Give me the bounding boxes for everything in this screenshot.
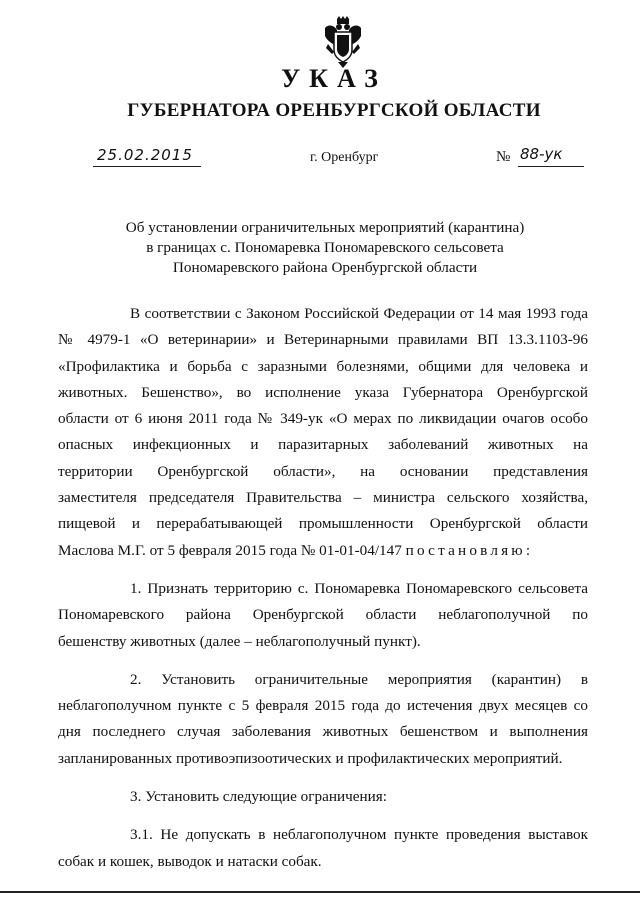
text-line: дня последнего случая заболевания животных бешенством и выполнения [58, 723, 588, 741]
document-subject [60, 218, 590, 278]
number-label: № [496, 149, 511, 165]
text-line: животных. Бешенство», во исполнение указа Губернатора Оренбургской [58, 383, 588, 401]
item-2-paragraph [58, 667, 588, 772]
text-line: пищевой и перерабатывающей промышленности Оренбургской области [58, 515, 588, 533]
document-number: 88-ук [520, 145, 563, 163]
text-line: 3. Установить следующие ограничения: [130, 788, 387, 806]
document-subtitle: ГУБЕРНАТОРА ОРЕНБУРГСКОЙ ОБЛАСТИ [127, 100, 541, 121]
date-underline [93, 166, 201, 167]
text-line: бешенству животных (далее – неблагополучный пункт). [58, 632, 421, 650]
text-line: Пономаревского района Оренбургской области неблагополучной по [58, 606, 588, 624]
text-line: опасных инфекционных и паразитарных заболеваний животных на [58, 436, 588, 454]
item-1-paragraph [58, 576, 588, 655]
text-line: № 4979-1 «О ветеринарии» и Ветеринарными правилами ВП 13.3.1103-96 [58, 331, 588, 349]
coat-of-arms-icon [322, 16, 364, 68]
text-line: заместителя председателя Правительства – министра сельского хозяйства, [58, 489, 588, 507]
subject-line: Пономаревского района Оренбургской области [172, 259, 478, 276]
text-line: территории Оренбургской области», на основании представления [58, 462, 588, 480]
bottom-divider [0, 891, 640, 893]
text-line [58, 538, 588, 564]
text-line: области от 6 июня 2011 года № 349-ук «О мерах по ликвидации очагов особо [58, 410, 588, 428]
text-line: собак и кошек, выводок и натаски собак. [58, 852, 322, 870]
number-underline [518, 166, 584, 167]
item-3-paragraph [94, 784, 588, 810]
text-line: 3.1. Не допускать в неблагополучном пункте проведения выставок [130, 826, 588, 844]
subject-line: Об установлении ограничительных мероприятий (карантина) [125, 219, 525, 236]
text-line: В соответствии с Законом Российской Федерации от 14 мая 1993 года [130, 305, 588, 322]
document-date: 25.02.2015 [97, 146, 193, 164]
document-city: г. Оренбург [310, 150, 379, 165]
document-body [58, 301, 588, 875]
text-line: 1. Признать территорию с. Пономаревка Пономаревского сельсовета [130, 579, 588, 597]
text-line: запланированных противоэпизоотических и профилактических мероприятий. [58, 749, 563, 767]
text-line: неблагополучном пункте с 5 февраля 2015 года до истечения двух месяцев со [58, 697, 588, 715]
text-line: «Профилактика и борьба с заразными болезнями, общими для человека и [58, 357, 588, 375]
text-line: 2. Установить ограничительные мероприятия (карантин) в [130, 670, 588, 688]
document-meta [0, 145, 640, 174]
item-3-1-paragraph [58, 822, 588, 875]
decree-keyword: постановляю: [405, 541, 534, 559]
document-title: УКАЗ [281, 64, 387, 93]
text-fragment: Маслова М.Г. от 5 февраля 2015 года № 01-01-04/147 [58, 541, 406, 559]
subject-line: в границах с. Пономаревка Пономаревского сельсовета [146, 239, 504, 256]
preamble-paragraph [58, 301, 588, 564]
